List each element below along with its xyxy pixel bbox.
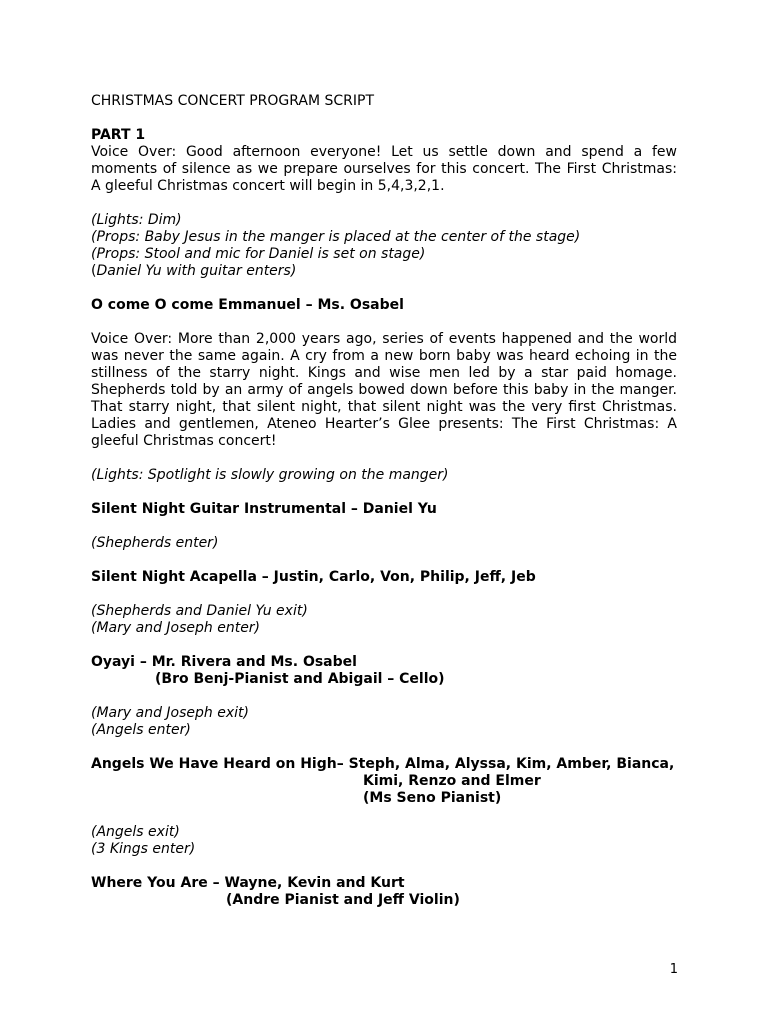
stage-direction: (Shepherds enter)	[91, 535, 219, 551]
stage-direction: (Props: Baby Jesus in the manger is placed at the center of the stage)	[91, 229, 581, 245]
stage-direction: (Mary and Joseph enter)	[91, 620, 261, 636]
document-title: CHRISTMAS CONCERT PROGRAM SCRIPT	[91, 93, 375, 109]
song-heading: Where You Are – Wayne, Kevin and Kurt	[91, 875, 405, 891]
spacer	[91, 688, 677, 705]
stage-direction: (Angels enter)	[91, 722, 191, 738]
song-heading: O come O come Emmanuel – Ms. Osabel	[91, 297, 404, 313]
spacer	[91, 110, 677, 127]
spacer	[91, 637, 677, 654]
song-accompaniment: (Ms Seno Pianist)	[363, 790, 502, 806]
spacer	[91, 552, 677, 569]
stage-direction: (Lights: Spotlight is slowly growing on the manger)	[91, 467, 449, 483]
song-heading: Angels We Have Heard on High– Steph, Alma, Alyssa, Kim, Amber, Bianca,	[91, 756, 675, 772]
story-voice-over: Voice Over: More than 2,000 years ago, series of events happened and the world was never the same again. A cry from a new born baby was heard echoing in the stillness of the starry night. Kings and wise men led by a star paid homage. Shepherds told by an army of angels bowed down before this baby in the manger. That starry night, that silent night, that silent night was the very first Christmas. Ladies and gentlemen, Ateneo Hearter’s Glee presents: The First Christmas: A gleeful Christmas concert!	[91, 331, 677, 449]
stage-direction-paren: (	[91, 263, 97, 279]
spacer	[91, 450, 677, 467]
spacer	[91, 195, 677, 212]
stage-direction-text: Daniel Yu with guitar enters)	[96, 263, 297, 279]
part-heading: PART 1	[91, 127, 146, 143]
spacer	[91, 518, 677, 535]
stage-direction: (3 Kings enter)	[91, 841, 196, 857]
document-page	[91, 93, 677, 909]
spacer	[91, 739, 677, 756]
song-accompaniment: (Bro Benj-Pianist and Abigail – Cello)	[155, 671, 445, 687]
song-heading: Silent Night Acapella – Justin, Carlo, Von, Philip, Jeff, Jeb	[91, 569, 536, 585]
song-heading: Oyayi – Mr. Rivera and Ms. Osabel	[91, 654, 357, 670]
stage-direction: (Lights: Dim)	[91, 212, 182, 228]
stage-direction: (Angels exit)	[91, 824, 180, 840]
stage-direction: (Props: Stool and mic for Daniel is set on stage)	[91, 246, 426, 262]
spacer	[91, 858, 677, 875]
stage-direction: (Mary and Joseph exit)	[91, 705, 249, 721]
stage-direction: (Shepherds and Daniel Yu exit)	[91, 603, 308, 619]
spacer	[91, 280, 677, 297]
spacer	[91, 314, 677, 331]
stage-direction	[91, 263, 677, 280]
spacer	[91, 586, 677, 603]
song-accompaniment: (Andre Pianist and Jeff Violin)	[226, 892, 460, 908]
song-heading: Silent Night Guitar Instrumental – Daniel Yu	[91, 501, 437, 517]
page-number: 1	[669, 962, 678, 977]
spacer	[91, 484, 677, 501]
intro-voice-over: Voice Over: Good afternoon everyone! Let us settle down and spend a few moments of silence as we prepare ourselves for this concert. The First Christmas: A gleeful Christmas concert will begin in 5,4,3,2,1.	[91, 144, 677, 194]
spacer	[91, 807, 677, 824]
song-performers-continued: Kimi, Renzo and Elmer	[363, 773, 541, 789]
